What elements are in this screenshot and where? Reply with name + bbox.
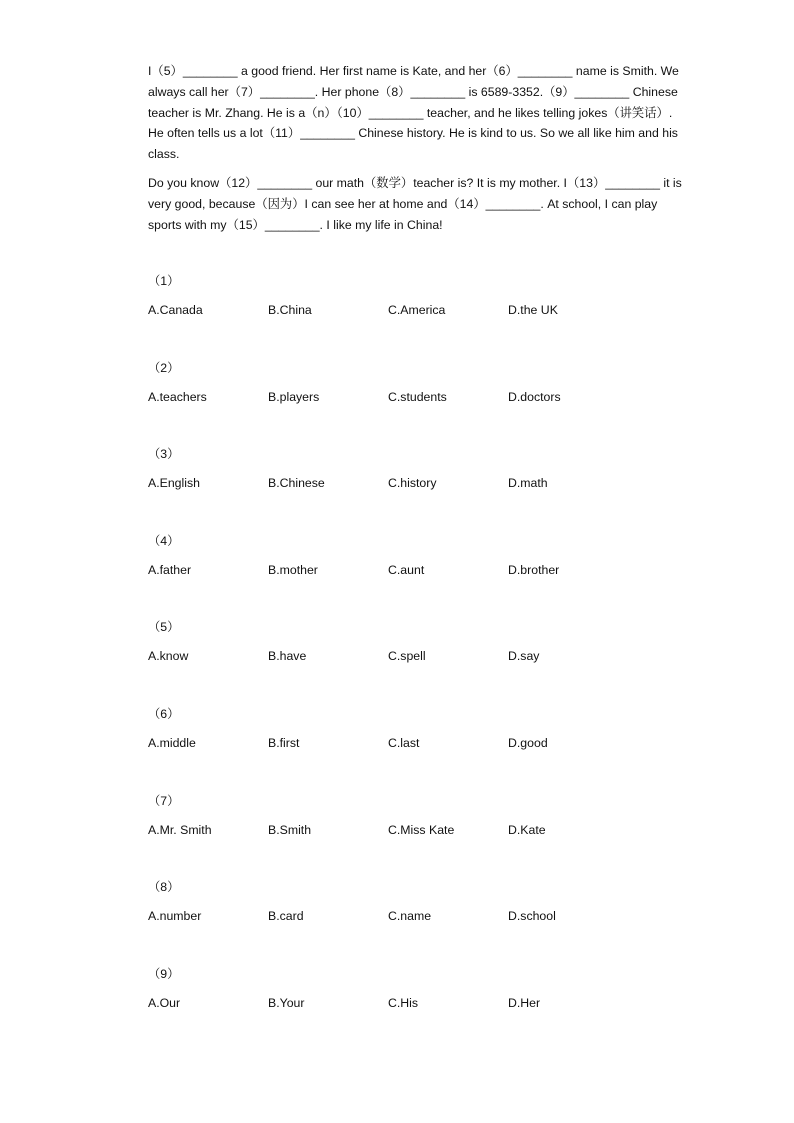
option-c[interactable]: C.His <box>388 995 419 1010</box>
option-row <box>148 821 628 839</box>
reading-passage <box>148 61 688 235</box>
option-row <box>148 561 628 579</box>
option-c[interactable]: C.name <box>388 909 432 924</box>
option-d[interactable]: D.brother <box>508 562 560 577</box>
option-a[interactable]: A.Mr. Smith <box>148 822 212 837</box>
option-row <box>148 388 628 406</box>
passage-paragraph-2: Do you know（12）________ our math（数学）teacher is? It is my mother. I（13）________ it is very good, because（因为）I can see her at home and（14）________. At school, I can play sports with my（15）________. I like my life in China! <box>148 175 682 232</box>
option-b[interactable]: B.Your <box>268 995 305 1010</box>
question-item <box>148 359 668 446</box>
option-c[interactable]: C.students <box>388 389 447 404</box>
question-number: （6） <box>148 706 180 721</box>
option-d[interactable]: D.say <box>508 649 540 664</box>
question-list <box>148 272 668 1051</box>
option-d[interactable]: D.math <box>508 476 548 491</box>
option-a[interactable]: A.middle <box>148 735 196 750</box>
option-row <box>148 474 628 492</box>
question-number: （7） <box>148 793 180 808</box>
option-a[interactable]: A.teachers <box>148 389 207 404</box>
option-d[interactable]: D.doctors <box>508 389 561 404</box>
option-b[interactable]: B.Smith <box>268 822 312 837</box>
option-b[interactable]: B.have <box>268 649 307 664</box>
option-d[interactable]: D.Kate <box>508 822 546 837</box>
option-row <box>148 647 628 665</box>
option-c[interactable]: C.spell <box>388 649 426 664</box>
option-d[interactable]: D.good <box>508 735 548 750</box>
option-b[interactable]: B.China <box>268 303 312 317</box>
option-d[interactable]: D.school <box>508 909 556 924</box>
option-c[interactable]: C.America <box>388 303 446 317</box>
question-number: （9） <box>148 966 180 981</box>
option-c[interactable]: C.history <box>388 476 437 491</box>
option-row <box>148 994 628 1012</box>
option-row <box>148 301 628 319</box>
option-a[interactable]: A.number <box>148 909 202 924</box>
option-b[interactable]: B.card <box>268 909 304 924</box>
option-d[interactable]: D.the UK <box>508 303 558 317</box>
option-b[interactable]: B.players <box>268 389 320 404</box>
question-item <box>148 272 668 359</box>
question-item <box>148 532 668 619</box>
question-number: （8） <box>148 880 180 895</box>
option-a[interactable]: A.father <box>148 562 192 577</box>
question-item <box>148 445 668 532</box>
passage-paragraph-1: I（5）________ a good friend. Her first name is Kate, and her（6）________ name is Smith. We always call her（7）________. Her phone（8）________ is 6589-3352.（9）________ Chinese teacher is Mr. Zhang. He is a（n）（10）________ teacher, and he likes telling jokes（讲笑话）. He often tells us a lot（11）________ Chinese history. He is kind to us. So we all like him and his class. <box>148 64 679 162</box>
question-item <box>148 878 668 965</box>
option-a[interactable]: A.Canada <box>148 303 203 317</box>
question-number: （2） <box>148 360 180 375</box>
option-row <box>148 907 628 925</box>
question-number: （1） <box>148 274 180 288</box>
question-number: （5） <box>148 620 180 635</box>
option-b[interactable]: B.mother <box>268 562 318 577</box>
option-a[interactable]: A.Our <box>148 995 181 1010</box>
question-number: （3） <box>148 447 180 462</box>
question-item <box>148 618 668 705</box>
option-c[interactable]: C.aunt <box>388 562 425 577</box>
option-d[interactable]: D.Her <box>508 995 541 1010</box>
question-number: （4） <box>148 533 180 548</box>
option-c[interactable]: C.Miss Kate <box>388 822 455 837</box>
question-item <box>148 792 668 879</box>
option-b[interactable]: B.Chinese <box>268 476 325 491</box>
question-item <box>148 705 668 792</box>
option-b[interactable]: B.first <box>268 735 300 750</box>
question-item <box>148 965 668 1052</box>
option-a[interactable]: A.know <box>148 649 189 664</box>
option-a[interactable]: A.English <box>148 476 200 491</box>
option-row <box>148 734 628 752</box>
option-c[interactable]: C.last <box>388 735 420 750</box>
